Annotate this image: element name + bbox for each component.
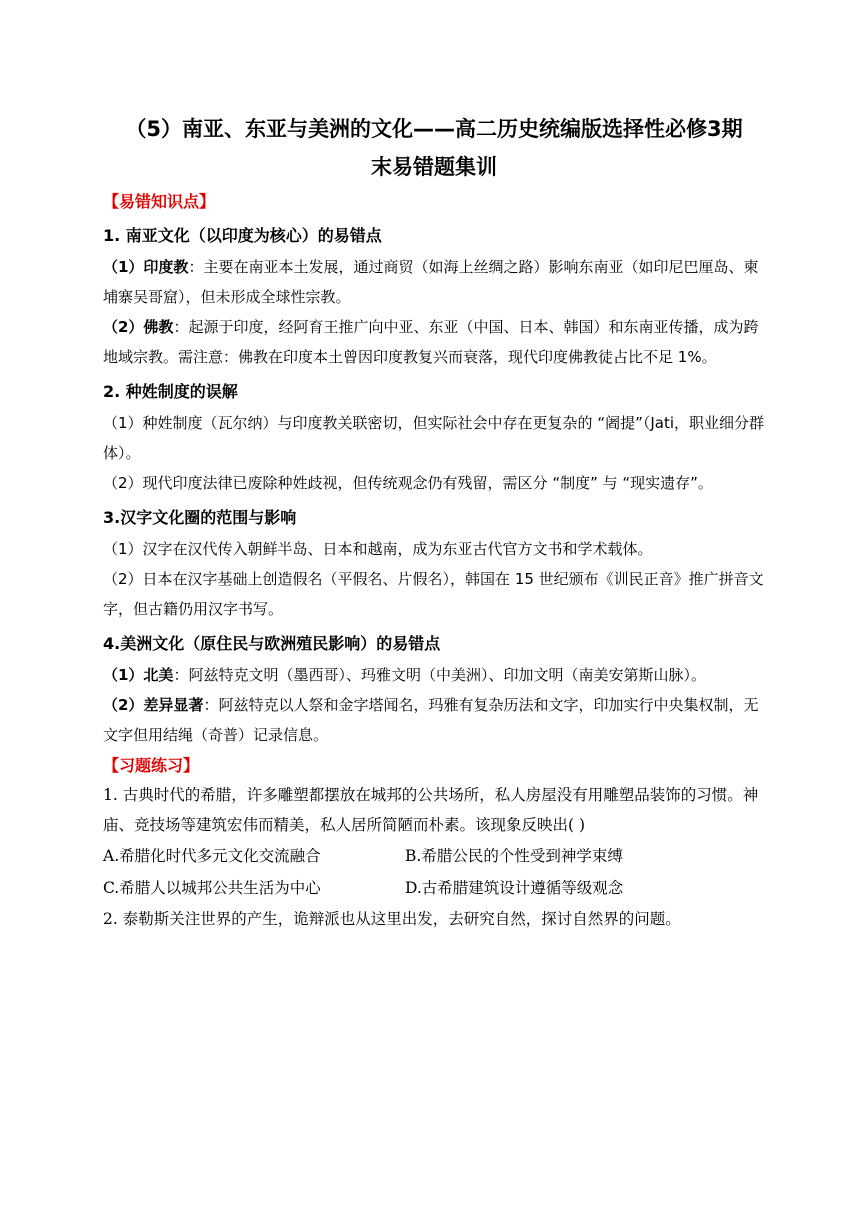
label-differences: （2）差异显著 (103, 696, 204, 714)
question-1-options-row-1 (103, 840, 765, 872)
label-buddhism: （2）佛教 (103, 318, 174, 336)
question-1-options-row-2 (103, 872, 765, 904)
option-c: C.希腊人以城邦公共生活为中心 (103, 879, 321, 897)
option-d: D.古希腊建筑设计遵循等级观念 (405, 879, 624, 897)
para-characters-2: （2）日本在汉字基础上创造假名（平假名、片假名），韩国在 15 世纪颁布《训民正音》推广拼音文字，但古籍仍用汉字书写。 (103, 570, 764, 618)
para-characters-1: （1）汉字在汉代传入朝鲜半岛、日本和越南，成为东亚古代官方文书和学术载体。 (103, 540, 653, 558)
heading-caste: 2. 种姓制度的误解 (103, 382, 238, 401)
para-americas-2 (103, 690, 765, 750)
para-caste-2: （2）现代印度法律已废除种姓歧视，但传统观念仍有残留，需区分 “制度” 与 “现实遗存”。 (103, 474, 713, 492)
para-caste-1: （1）种姓制度（瓦尔纳）与印度教关联密切，但实际社会中存在更复杂的 “阇提”（Jati，职业细分群体）。 (103, 414, 765, 462)
title-line-1: （5）南亚、东亚与美洲的文化——高二历史统编版选择性必修3期 (125, 117, 743, 141)
text-differences: ：阿兹特克以人祭和金字塔闻名，玛雅有复杂历法和文字，印加实行中央集权制，无文字但用结绳（奇普）记录信息。 (103, 696, 759, 744)
label-north-america: （1）北美 (103, 666, 174, 684)
document-title (103, 0, 765, 186)
heading-south-asia: 1. 南亚文化（以印度为核心）的易错点 (103, 226, 382, 245)
para-buddhism (103, 312, 765, 372)
option-a: A.希腊化时代多元文化交流融合 (103, 847, 321, 865)
para-hinduism (103, 252, 765, 312)
label-hinduism: （1）印度教 (103, 258, 189, 276)
section-knowledge-heading: 【易错知识点】 (103, 192, 216, 211)
text-buddhism: ：起源于印度，经阿育王推广向中亚、东亚（中国、日本、韩国）和东南亚传播，成为跨地域宗教。需注意：佛教在印度本土曾因印度教复兴而衰落，现代印度佛教徒占比不足 1%。 (103, 318, 759, 366)
title-line-2: 末易错题集训 (371, 155, 497, 179)
section-exercises-heading: 【习题练习】 (103, 756, 200, 775)
heading-americas: 4.美洲文化（原住民与欧洲殖民影响）的易错点 (103, 634, 441, 653)
question-2: 2. 泰勒斯关注世界的产生，诡辩派也从这里出发，去研究自然，探讨自然界的问题。 (103, 910, 681, 928)
question-1: 1. 古典时代的希腊，许多雕塑都摆放在城邦的公共场所，私人房屋没有用雕塑品装饰的习惯。神庙、竞技场等建筑宏伟而精美，私人居所简陋而朴素。该现象反映出( ) (103, 786, 759, 834)
text-hinduism: ：主要在南亚本土发展，通过商贸（如海上丝绸之路）影响东南亚（如印尼巴厘岛、柬埔寨吴哥窟），但未形成全球性宗教。 (103, 258, 759, 306)
option-b: B.希腊公民的个性受到神学束缚 (405, 847, 623, 865)
text-north-america: ：阿兹特克文明（墨西哥）、玛雅文明（中美洲）、印加文明（南美安第斯山脉）。 (173, 666, 706, 684)
heading-chinese-characters: 3.汉字文化圈的范围与影响 (103, 508, 297, 527)
para-americas-1 (103, 660, 765, 690)
